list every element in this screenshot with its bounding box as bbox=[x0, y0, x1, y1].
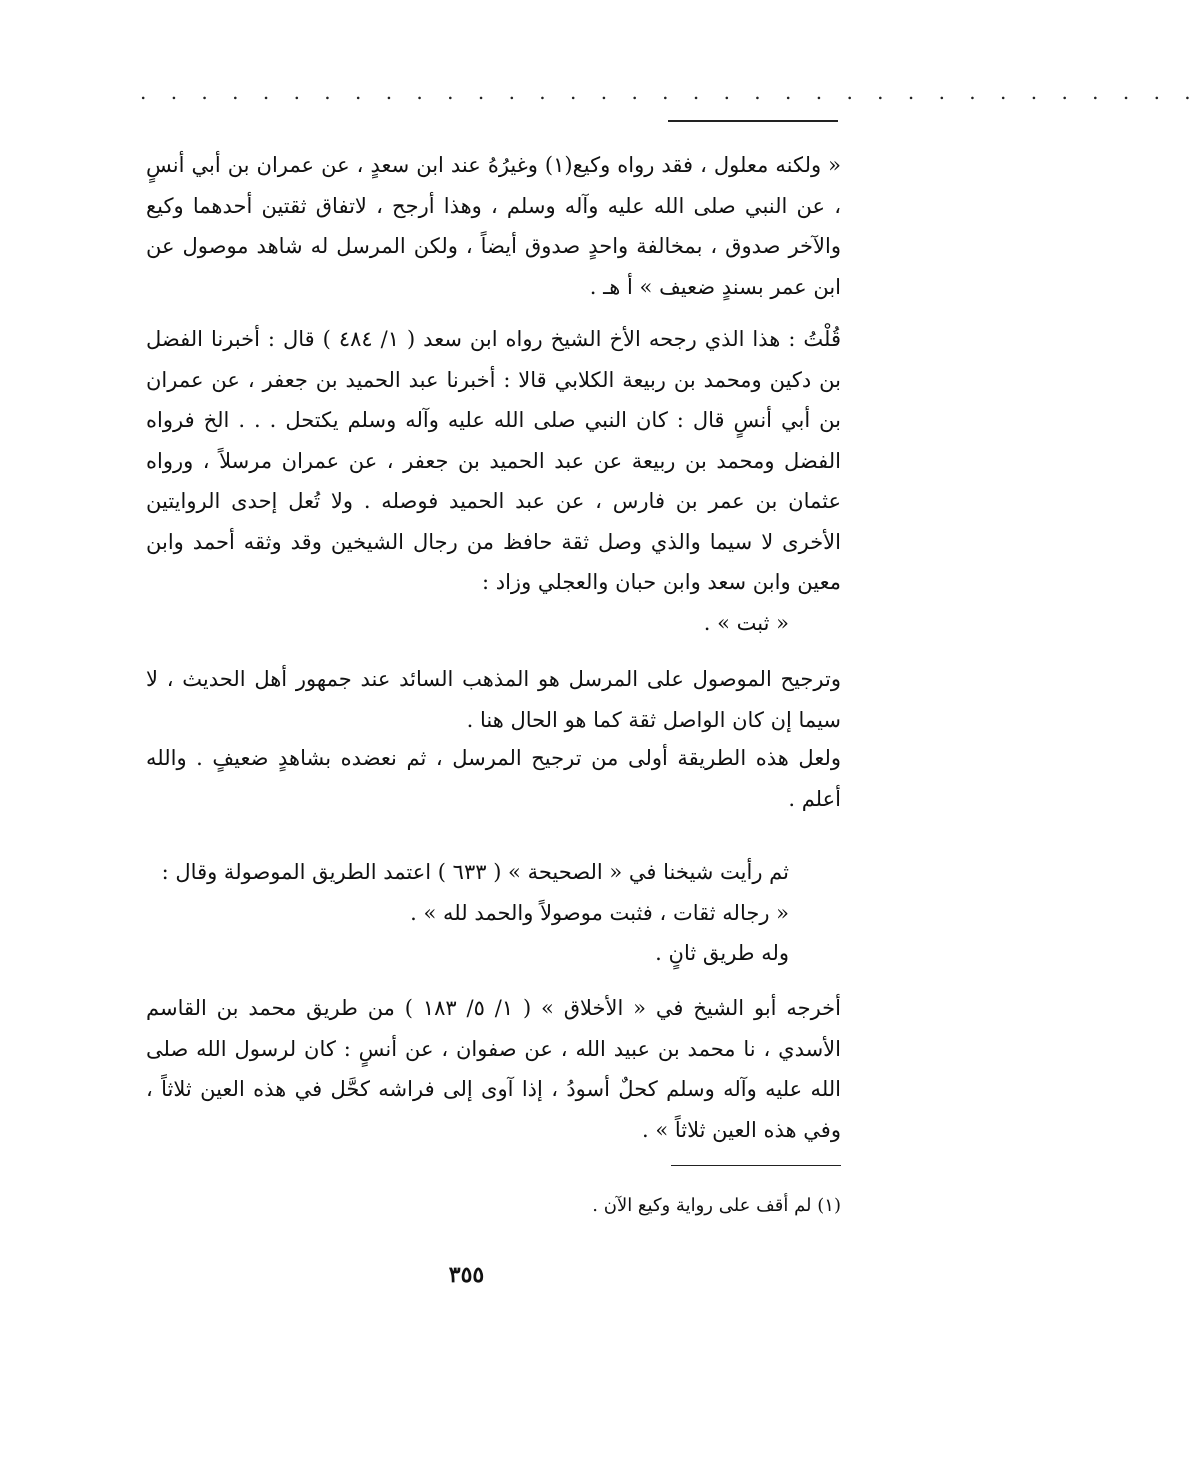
paragraph-6-text: أخرجه أبو الشيخ في « الأخلاق » ( ١/ ٥/ ١٨٣ ) من طريق محمد بن القاسم الأسدي ، نا محمد بن عبيد الله ، عن صفوان ، عن أنسٍ : كان لرسول الله صلى الله عليه وآله وسلم كحلٌ أسودُ ، إذا آوى إلى فراشه كحَّل في هذه العين ثلاثاً ، وفي هذه العين ثلاثاً » . bbox=[146, 996, 841, 1142]
paragraph-4 bbox=[146, 738, 841, 819]
paragraph-5-line-1: ثم رأيت شيخنا في « الصحيحة » ( ٦٣٣ ) اعتمد الطريق الموصولة وقال : bbox=[161, 860, 789, 884]
paragraph-2-text: قُلْتُ : هذا الذي رجحه الأخ الشيخ رواه ابن سعد ( ١/ ٤٨٤ ) قال : أخبرنا الفضل بن دكين ومحمد بن ربيعة الكلابي قالا : أخبرنا عبد الحميد بن جعفر ، عن عمران بن أبي أنسٍ قال : كان النبي صلى الله عليه وآله وسلم يكتحل . . . الخ فرواه الفضل ومحمد بن ربيعة عن عبد الحميد بن جعفر ، عن عمران مرسلاً ، ورواه عثمان بن عمر بن فارس ، عن عبد الحميد فوصله . ولا تُعل إحدى الروايتين الأخرى لا سيما والذي وصل ثقة حافظ من رجال الشيخين وقد وثقه أحمد وابن معين وابن سعد وابن حبان والعجلي وزاد : bbox=[146, 327, 841, 594]
paragraph-1-text: « ولكنه معلول ، فقد رواه وكيع(١) وغيرُهُ عند ابن سعدٍ ، عن عمران بن أبي أنسٍ ، عن النبي صلى الله عليه وآله وسلم ، وهذا أرجح ، لاتفاق ثقتين أحدهما وكيع والآخر صدوق ، بمخالفة واحدٍ صدوق أيضاً ، ولكن المرسل له شاهد موصول عن ابن عمر بسندٍ ضعيف » أ هـ . bbox=[146, 153, 842, 299]
paragraph-2-quote: « ثبت » . bbox=[703, 610, 789, 635]
paragraph-3-text: وترجيح الموصول على المرسل هو المذهب السائد عند جمهور أهل الحديث ، لا سيما إن كان الواصل ثقة كما هو الحال هنا . bbox=[146, 667, 841, 732]
paragraph-3 bbox=[146, 659, 841, 740]
paragraph-5-line-3: وله طريق ثانٍ . bbox=[655, 941, 789, 965]
paragraph-1 bbox=[146, 145, 841, 307]
footnote-separator bbox=[671, 1165, 841, 1166]
paragraph-2 bbox=[146, 319, 841, 643]
footnote: (١) لم أقف على رواية وكيع الآن . bbox=[592, 1195, 841, 1216]
paragraph-5-line-2: « رجاله ثقات ، فثبت موصولاً والحمد لله » . bbox=[410, 900, 789, 925]
paragraph-4-text: ولعل هذه الطريقة أولى من ترجيح المرسل ، ثم نعضده بشاهدٍ ضعيفٍ . والله أعلم . bbox=[146, 746, 841, 811]
page-number: ٣٥٥ bbox=[448, 1262, 485, 1288]
paragraph-5 bbox=[146, 852, 841, 974]
dot-leader: . . . . . . . . . . . . . . . . . . . . . . . . . . . . . . . . . . . bbox=[140, 80, 1200, 104]
paragraph-6 bbox=[146, 988, 841, 1150]
header-rule bbox=[668, 120, 838, 122]
